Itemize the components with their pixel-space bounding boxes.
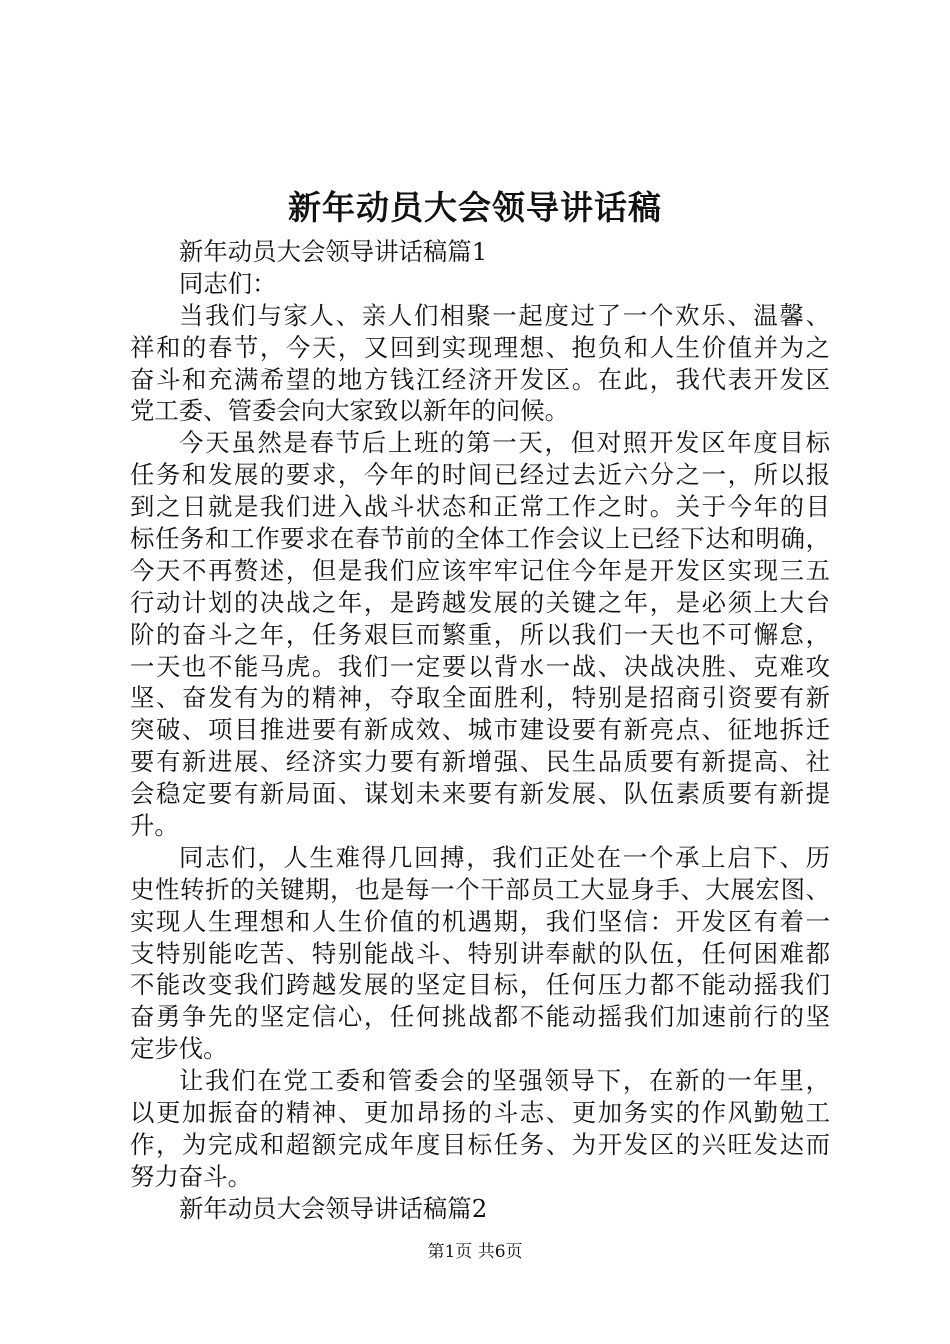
text-line: 努力奋斗。 [130, 1161, 252, 1191]
text-line: 党工委、管委会向大家致以新年的问候。 [130, 396, 570, 426]
text-line: 新年动员大会领导讲话稿篇2 [179, 1193, 488, 1223]
text-line: 阶的奋斗之年，任务艰巨而繁重，所以我们一天也不可懈怠， [130, 619, 830, 649]
text-line: 任务和发展的要求，今年的时间已经过去近六分之一，所以报 [130, 460, 830, 490]
text-line: 祥和的春节，今天，又回到实现理想、抱负和人生价值并为之 [130, 332, 830, 362]
text-line: 同志们，人生难得几回搏，我们正处在一个承上启下、历 [179, 842, 830, 872]
text-line: 今天虽然是春节后上班的第一天，但对照开发区年度目标 [179, 428, 830, 458]
text-line: 让我们在党工委和管委会的坚强领导下，在新的一年里， [179, 1066, 830, 1096]
text-line: 新年动员大会领导讲话稿篇1 [179, 237, 488, 266]
text-line: 到之日就是我们进入战斗状态和正常工作之时。关于今年的目 [130, 492, 830, 522]
text-line: 突破、项目推进要有新成效、城市建设要有新亮点、征地拆迁 [130, 715, 830, 745]
text-line: 标任务和工作要求在春节前的全体工作会议上已经下达和明确， [130, 524, 830, 554]
text-line: 同志们： [179, 268, 277, 298]
text-line: 以更加振奋的精神、更加昂扬的斗志、更加务实的作风勤勉工 [130, 1098, 830, 1128]
text-line: 史性转折的关键期，也是每一个干部员工大显身手、大展宏图、 [130, 874, 830, 904]
text-line: 不能改变我们跨越发展的坚定目标，任何压力都不能动摇我们 [130, 970, 830, 1000]
document-body [130, 236, 830, 1225]
text-line: 行动计划的决战之年，是跨越发展的关键之年，是必须上大台 [130, 587, 830, 617]
text-line: 奋勇争先的坚定信心，任何挑战都不能动摇我们加速前行的坚 [130, 1002, 830, 1032]
text-line: 奋斗和充满希望的地方钱江经济开发区。在此，我代表开发区 [130, 364, 830, 394]
text-line: 一天也不能马虎。我们一定要以背水一战、决战决胜、克难攻 [130, 651, 830, 681]
text-line: 实现人生理想和人生价值的机遇期，我们坚信：开发区有着一 [130, 906, 830, 936]
text-line: 会稳定要有新局面、谋划未来要有新发展、队伍素质要有新提 [130, 779, 830, 809]
text-line: 支特别能吃苦、特别能战斗、特别讲奉献的队伍，任何困难都 [130, 938, 830, 968]
text-line: 坚、奋发有为的精神，夺取全面胜利，特别是招商引资要有新 [130, 683, 830, 713]
text-line: 当我们与家人、亲人们相聚一起度过了一个欢乐、温馨、 [179, 300, 830, 330]
text-line: 作，为完成和超额完成年度目标任务、为开发区的兴旺发达而 [130, 1129, 830, 1159]
page-number-footer: 第1页 共6页 [427, 1242, 523, 1262]
text-line: 今天不再赘述，但是我们应该牢牢记住今年是开发区实现三五 [130, 555, 830, 585]
text-line: 要有新进展、经济实力要有新增强、民生品质要有新提高、社 [130, 747, 830, 777]
text-line: 定步伐。 [130, 1034, 228, 1064]
text-line: 升。 [130, 811, 179, 841]
document-title: 新年动员大会领导讲话稿 [288, 188, 662, 227]
